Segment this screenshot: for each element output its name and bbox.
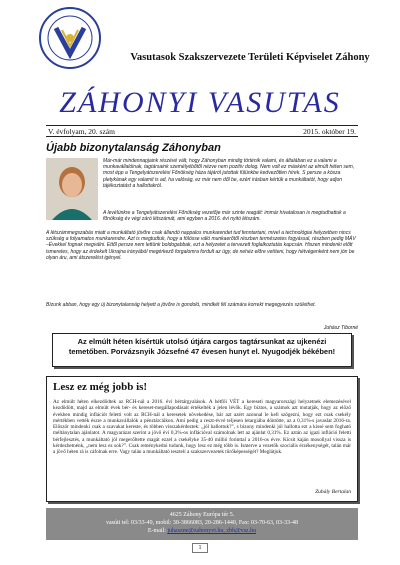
issue-date: 2015. október 19. bbox=[303, 127, 356, 136]
footer-email-link[interactable]: juhaszne@zahonyvt.hu, zbh@vsz.hu bbox=[167, 528, 257, 534]
issue-bar bbox=[46, 125, 358, 137]
page-number: 1 bbox=[192, 543, 208, 553]
memorial-notice: Az elmúlt héten kísértük utolsó útjára cargos tagtársunkat az ujkenézi temetőben. Porvázsnyik Józsefné 47 évesen hunyt el. Nyugodjék békében! bbox=[52, 333, 352, 367]
article1-signature: Juhász Tiborné bbox=[323, 325, 358, 331]
article1-title: Újabb bizonytalanság Záhonyban bbox=[46, 142, 221, 154]
article1-paragraph: A levélünkre a Tengelyátszerelési Főnökség vezetője már szinte reagált: immár hivatalosan is megtudhattuk a főnökség év végi záró létszámát, ami egyben a 2016. évi nyitó létszám. bbox=[103, 210, 346, 223]
article1-paragraph: Bízunk abban, hogy egy új bizonytalanság helyett a jövőre is gondoló, mindkét fél számára korrekt megegyezés születhet. bbox=[46, 302, 316, 308]
union-seal-icon bbox=[38, 6, 102, 70]
article2-signature: Zubály Bertalan bbox=[315, 489, 351, 495]
footer-phones: vasúti tel: 03/33-49, mobil: 30-3866083, 20-286-1440, Fax: 03-70-63, 03-33-48 bbox=[106, 520, 298, 526]
contact-footer bbox=[46, 508, 358, 540]
article2-title: Lesz ez még jobb is! bbox=[53, 381, 148, 393]
article2-box bbox=[46, 376, 358, 502]
article2-body: Az elmúlt héten elkezdődtek az RCH-nál a 2016. évi bértárgyalások. A hétfői VÉT a kereseti magyarországi helyzetnek elemezésével kezdődött, majd az elmúlt évek bér- és kereset-megállapodásait értékelték a jelen lévők. Egy biztos, a számok azt mutatják, hogy az előző években mindig inflációt feletti volt az RCH-nál a keresetek növekedése, bár azt azért azonnal le kell szögezni, hogy ezt csak csekély mértékben vették észre a munkavállalók a pénztárcáikon. Ami pedig a reszt-évvé teljesen letargiába döntötte, az a 0,31%-s javaslat 2016-ra. Először mindenki csak a szavakat kereste, és többen visszakérdeztek: „jól hallottuk?”, s bizony mindenki jól hallotta ezt a kissé sem fogható méltánytalan ajánlatot. A magyarázat szerint a jövő évi 0,3%-os inflációval számolnak lett az ajánlat 0,31%. Ez aztán az igazi infláció feletti bérfejlesztés, a munkáltató jól megerőltette magát ezzel a csekélyke 35-40 millió forinttal a 2016-os évre. Kicsit kaján mosollyal vissza is kérdezhetnénk, „nem lesz ez sok?”. Csak reménykedni tudunk, hogy lesz ez még több is. Ismerve a vezetők szociális érzékenységét, talán már a jövő héten rá is cáfolnak erre. Vagy talán a munkáltató tesztelí a szakszervezetek tűrőképességét? Meglátjuk. bbox=[53, 399, 351, 456]
footer-address: 4625 Záhony Európa tér 5. bbox=[169, 512, 235, 518]
union-name: Vasutasok Szakszervezete Területi Képviselet Záhony bbox=[130, 52, 370, 63]
article1-paragraph: A létszámmegszabás miatt a munkáltató jövőre csak állandó nappalos munkarendet tud fenntartani, mivel a technológiai helyzetben nincs szükség a folyamatos munkarendre. Azt is megtudtuk, hogy a fölösse váló munkaerőtől részben természetes fogyással, részben pedig MÁV –Évekkel fognak megválni. Ettől persze nem lettünk boldogabbak, ezt a helyzetet a tervezett foglalkoztatás kapcsán. Hiszen mindenki előtt ismeretes, hogy az érdekelt Ukrajna irányából megérkező forgalomra fordult az ügy, de nehéz előre vetíteni, hogy hétvégenként nem jön be olyan áru, ami átszerelést igényel. bbox=[46, 230, 356, 261]
author-photo bbox=[46, 158, 98, 220]
newsletter-masthead: ZÁHONYI VASUTAS bbox=[59, 86, 341, 119]
article1-paragraph: Már-már mindennapjaink részévé vált, hogy Záhonyban mindig történik valami, és általában ez a valami a munkavállalóinak, tagtársaink személyébőtől nézve nem pozitív dolog. Nem volt ez másként az elmúlt héten sem, most épp a Tengelyátszerelési Főnökség háza tájáról jutottak fülünkbe kedvezőtlen hírek. S persze a kósza pletykának egy valamit is ad, ha valóság, ez már nem dől be, ezért irásban kértük a munkáltatót, hogy adjon tájékoztatást a hallottakról. bbox=[103, 158, 355, 189]
issue-number: V. évfolyam, 20. szám bbox=[48, 127, 115, 136]
footer-email-line bbox=[46, 527, 358, 535]
footer-email-label: E-mail: bbox=[147, 528, 166, 534]
